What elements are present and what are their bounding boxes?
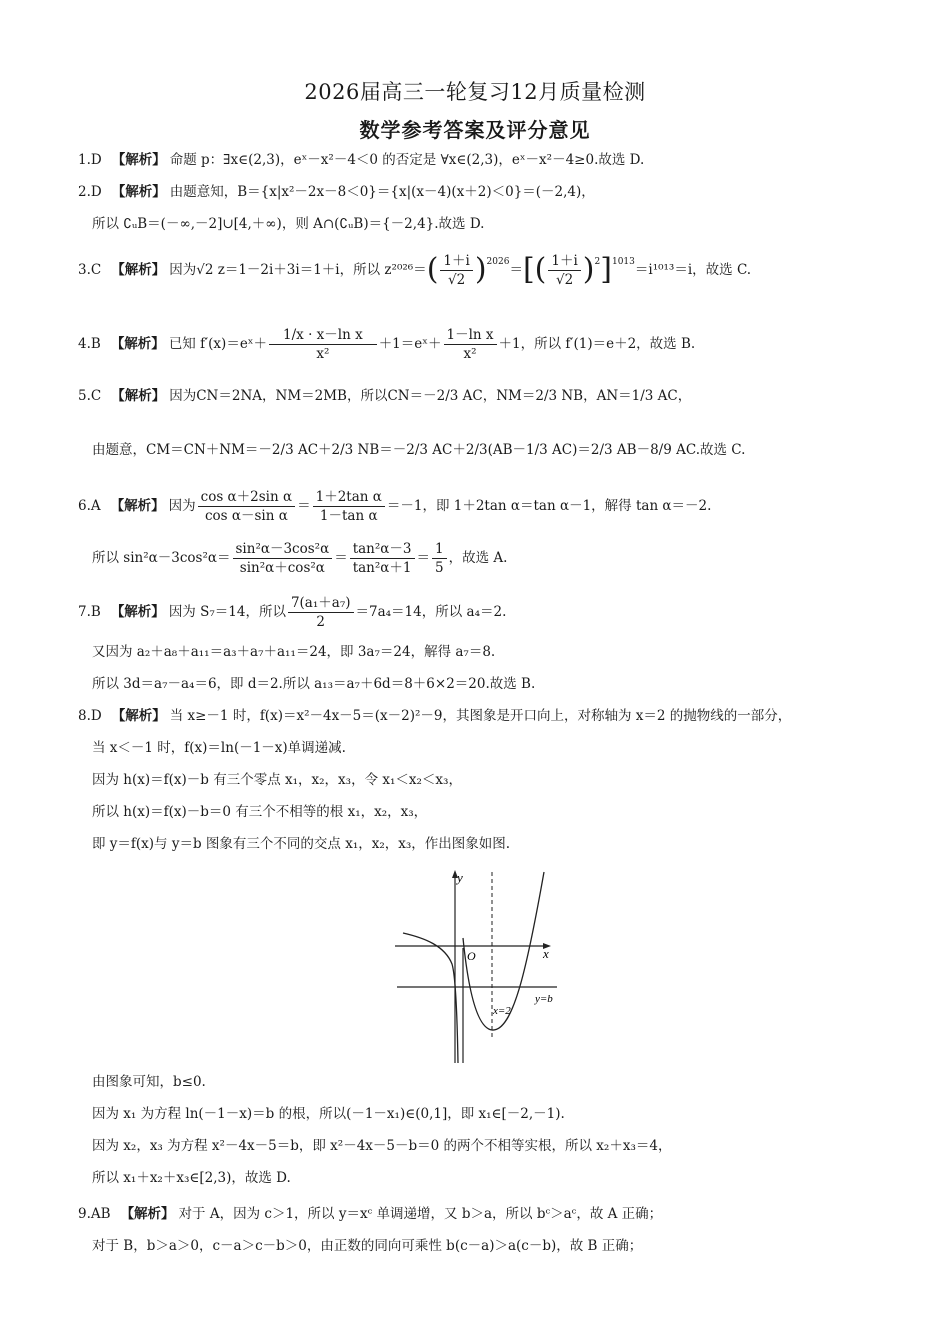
q4-post: ＋1，所以 f′(1)＝e＋2，故选 B. xyxy=(498,336,696,352)
q8-line4: 所以 h(x)＝f(x)－b＝0 有三个不相等的根 x₁，x₂，x₃， xyxy=(92,804,428,820)
q6-g3: 1 5 xyxy=(432,540,447,577)
q6-l2-post: ，故选 A. xyxy=(448,550,508,566)
q1-line xyxy=(78,150,644,170)
y-label: y xyxy=(457,870,463,885)
q4-pre: 已知 f′(x)＝eˣ＋ xyxy=(168,336,268,352)
q8-line2: 当 x＜－1 时，f(x)＝ln(－1－x)单调递减. xyxy=(92,740,346,756)
origin-label: O xyxy=(467,949,476,963)
q8-line9: 所以 x₁＋x₂＋x₃∈[2,3)，故选 D. xyxy=(92,1170,291,1186)
q6-g2: tan²α－3 tan²α＋1 xyxy=(350,540,415,577)
q7-tag: 【解析】 xyxy=(110,604,165,620)
q6-eq3: ＝ xyxy=(416,550,430,566)
q6-g1: sin²α－3cos²α sin²α＋cos²α xyxy=(233,540,333,577)
q4-fraction2: 1－ln x x² xyxy=(444,326,497,363)
q6-post: ＝－1，即 1＋2tan α＝tan α－1，解得 tan α＝－2. xyxy=(386,498,712,514)
x-label: x xyxy=(543,946,549,961)
page-title: 2026届高三一轮复习12月质量检测 xyxy=(304,80,646,104)
ln-curve xyxy=(403,933,458,1063)
q6-tag: 【解析】 xyxy=(110,498,165,514)
q7-line2: 又因为 a₂＋a₈＋a₁₁＝a₃＋a₇＋a₁₁＝24，即 3a₇＝24，解得 a₇＝8. xyxy=(92,644,496,660)
q6-eq: ＝ xyxy=(297,498,311,514)
q6-line1 xyxy=(78,486,711,526)
q7-line1 xyxy=(78,592,506,632)
q5-line1 xyxy=(78,386,691,406)
q7-pre: 因为 S₇＝14，所以 xyxy=(168,604,286,620)
q4-tag: 【解析】 xyxy=(110,336,165,352)
q3-exp-inner: 2 xyxy=(594,257,601,267)
q3-fraction2: 1＋i √2 xyxy=(548,252,580,289)
q2-number: 2.D xyxy=(78,184,102,200)
q9-line1 xyxy=(78,1204,662,1224)
q8-line6: 由图象可知，b≤0. xyxy=(92,1074,206,1090)
q5-number: 5.C xyxy=(78,388,102,404)
q3-tag: 【解析】 xyxy=(111,262,166,278)
q1-number: 1.D xyxy=(78,152,102,168)
q8-number: 8.D xyxy=(78,708,102,724)
x-equals-2-label: x=2 xyxy=(493,1005,511,1017)
y-equals-b-label: y=b xyxy=(535,993,553,1005)
q8-text1: 当 x≥－1 时，f(x)＝x²－4x－5＝(x－2)²－9，其图象是开口向上，对称轴为 x＝2 的抛物线的一部分， xyxy=(169,708,792,724)
q4-fraction1: 1/x · x－ln x x² xyxy=(269,326,377,363)
q6-number: 6.A xyxy=(78,498,101,514)
q5-line2: 由题意，CM＝CN＋NM＝－2/3 AC＋2/3 NB＝－2/3 AC＋2/3(AB－1/3 AC)＝2/3 AB－8/9 AC.故选 C. xyxy=(92,442,746,458)
page-subtitle: 数学参考答案及评分意见 xyxy=(359,118,591,142)
q3-number: 3.C xyxy=(78,262,102,278)
q2-tag: 【解析】 xyxy=(111,184,166,200)
q3-exp1: 2026 xyxy=(486,257,510,267)
q2-text: 由题意知，B＝{x|x²－2x－8＜0}＝{x|(x－4)(x＋2)＜0}＝(－2,4)， xyxy=(169,184,595,200)
q3-fraction: 1＋i √2 xyxy=(440,252,472,289)
q5-text1: 因为CN＝2NA，NM＝2MB，所以CN＝－2/3 AC，NM＝2/3 NB，AN＝1/3 AC， xyxy=(169,388,692,404)
q9-line2: 对于 B，b＞a＞0，c－a＞c－b＞0，由正数的同向可乘性 b(c－a)＞a(c－b)，故 B 正确； xyxy=(92,1238,643,1254)
q5-tag: 【解析】 xyxy=(111,388,166,404)
q1-text: 命题 p：∃x∈(2,3)，eˣ－x²－4＜0 的否定是 ∀x∈(2,3)，eˣ－x²－4≥0.故选 D. xyxy=(169,152,645,168)
q7-line3: 所以 3d＝a₇－a₄＝6，即 d＝2.所以 a₁₃＝a₇＋6d＝8＋6×2＝20.故选 B. xyxy=(92,676,536,692)
q7-fraction: 7(a₁＋a₇) 2 xyxy=(288,594,354,631)
q8-line5: 即 y＝f(x)与 y＝b 图象有三个不同的交点 x₁，x₂，x₃，作出图象如图. xyxy=(92,836,511,852)
q6-fraction1: cos α＋2sin α cos α－sin α xyxy=(198,488,295,525)
q7-number: 7.B xyxy=(78,604,101,620)
q8-line8: 因为 x₂，x₃ 为方程 x²－4x－5＝b，即 x²－4x－5－b＝0 的两个不相等实根，所以 x₂＋x₃＝4， xyxy=(92,1138,672,1154)
q9-tag: 【解析】 xyxy=(120,1206,175,1222)
q3-pre: 因为√2 z＝1－2i＋3i＝1＋i，所以 z²⁰²⁶＝ xyxy=(169,262,427,278)
q7-post: ＝7a₄＝14，所以 a₄＝2. xyxy=(355,604,507,620)
q6-fraction2: 1＋2tan α 1－tan α xyxy=(313,488,385,525)
q3-line: 3.C 【解析】 因为√2 z＝1－2i＋3i＝1＋i，所以 z²⁰²⁶＝ ( 1＋i √2 ) $^{2026}$ ＝ [( 1＋i √2 ) $^2$ ] $^{1013}$ ＝i¹⁰¹³＝i，故选 C. xyxy=(78,252,752,288)
q4-line xyxy=(78,316,695,372)
q6-eq2: ＝ xyxy=(334,550,348,566)
q2-line2: 所以 ∁ᵤB＝(－∞,－2]∪[4,＋∞)，则 A∩(∁ᵤB)＝{－2,4}.故选 D. xyxy=(92,216,485,232)
q2-line xyxy=(78,182,595,202)
graph-svg xyxy=(395,868,575,1063)
q6-line2 xyxy=(92,538,507,578)
q9-text1: 对于 A，因为 c＞1，所以 y＝xᶜ 单调递增，又 b＞a，所以 bᶜ＞aᶜ，故 A 正确； xyxy=(178,1206,663,1222)
q9-number: 9.AB xyxy=(78,1206,111,1222)
q3-exp2: 1013 xyxy=(611,257,635,267)
q8-line3: 因为 h(x)＝f(x)－b 有三个零点 x₁，x₂，x₃，令 x₁＜x₂＜x₃， xyxy=(92,772,462,788)
q8-tag: 【解析】 xyxy=(111,708,166,724)
function-graph xyxy=(395,868,575,1063)
q3-post: ＝i¹⁰¹³＝i，故选 C. xyxy=(634,262,752,278)
q8-line7: 因为 x₁ 为方程 ln(－1－x)＝b 的根，所以(－1－x₁)∈(0,1]，即 x₁∈[－2,－1). xyxy=(92,1106,565,1122)
q1-tag: 【解析】 xyxy=(111,152,166,168)
q4-number: 4.B xyxy=(78,336,101,352)
q6-pre: 因为 xyxy=(168,498,196,514)
q4-mid: ＋1＝eˣ＋ xyxy=(378,336,442,352)
q8-line1 xyxy=(78,706,791,726)
q3-mid: ＝ xyxy=(509,262,523,278)
q6-l2-pre: 所以 sin²α－3cos²α＝ xyxy=(92,550,231,566)
